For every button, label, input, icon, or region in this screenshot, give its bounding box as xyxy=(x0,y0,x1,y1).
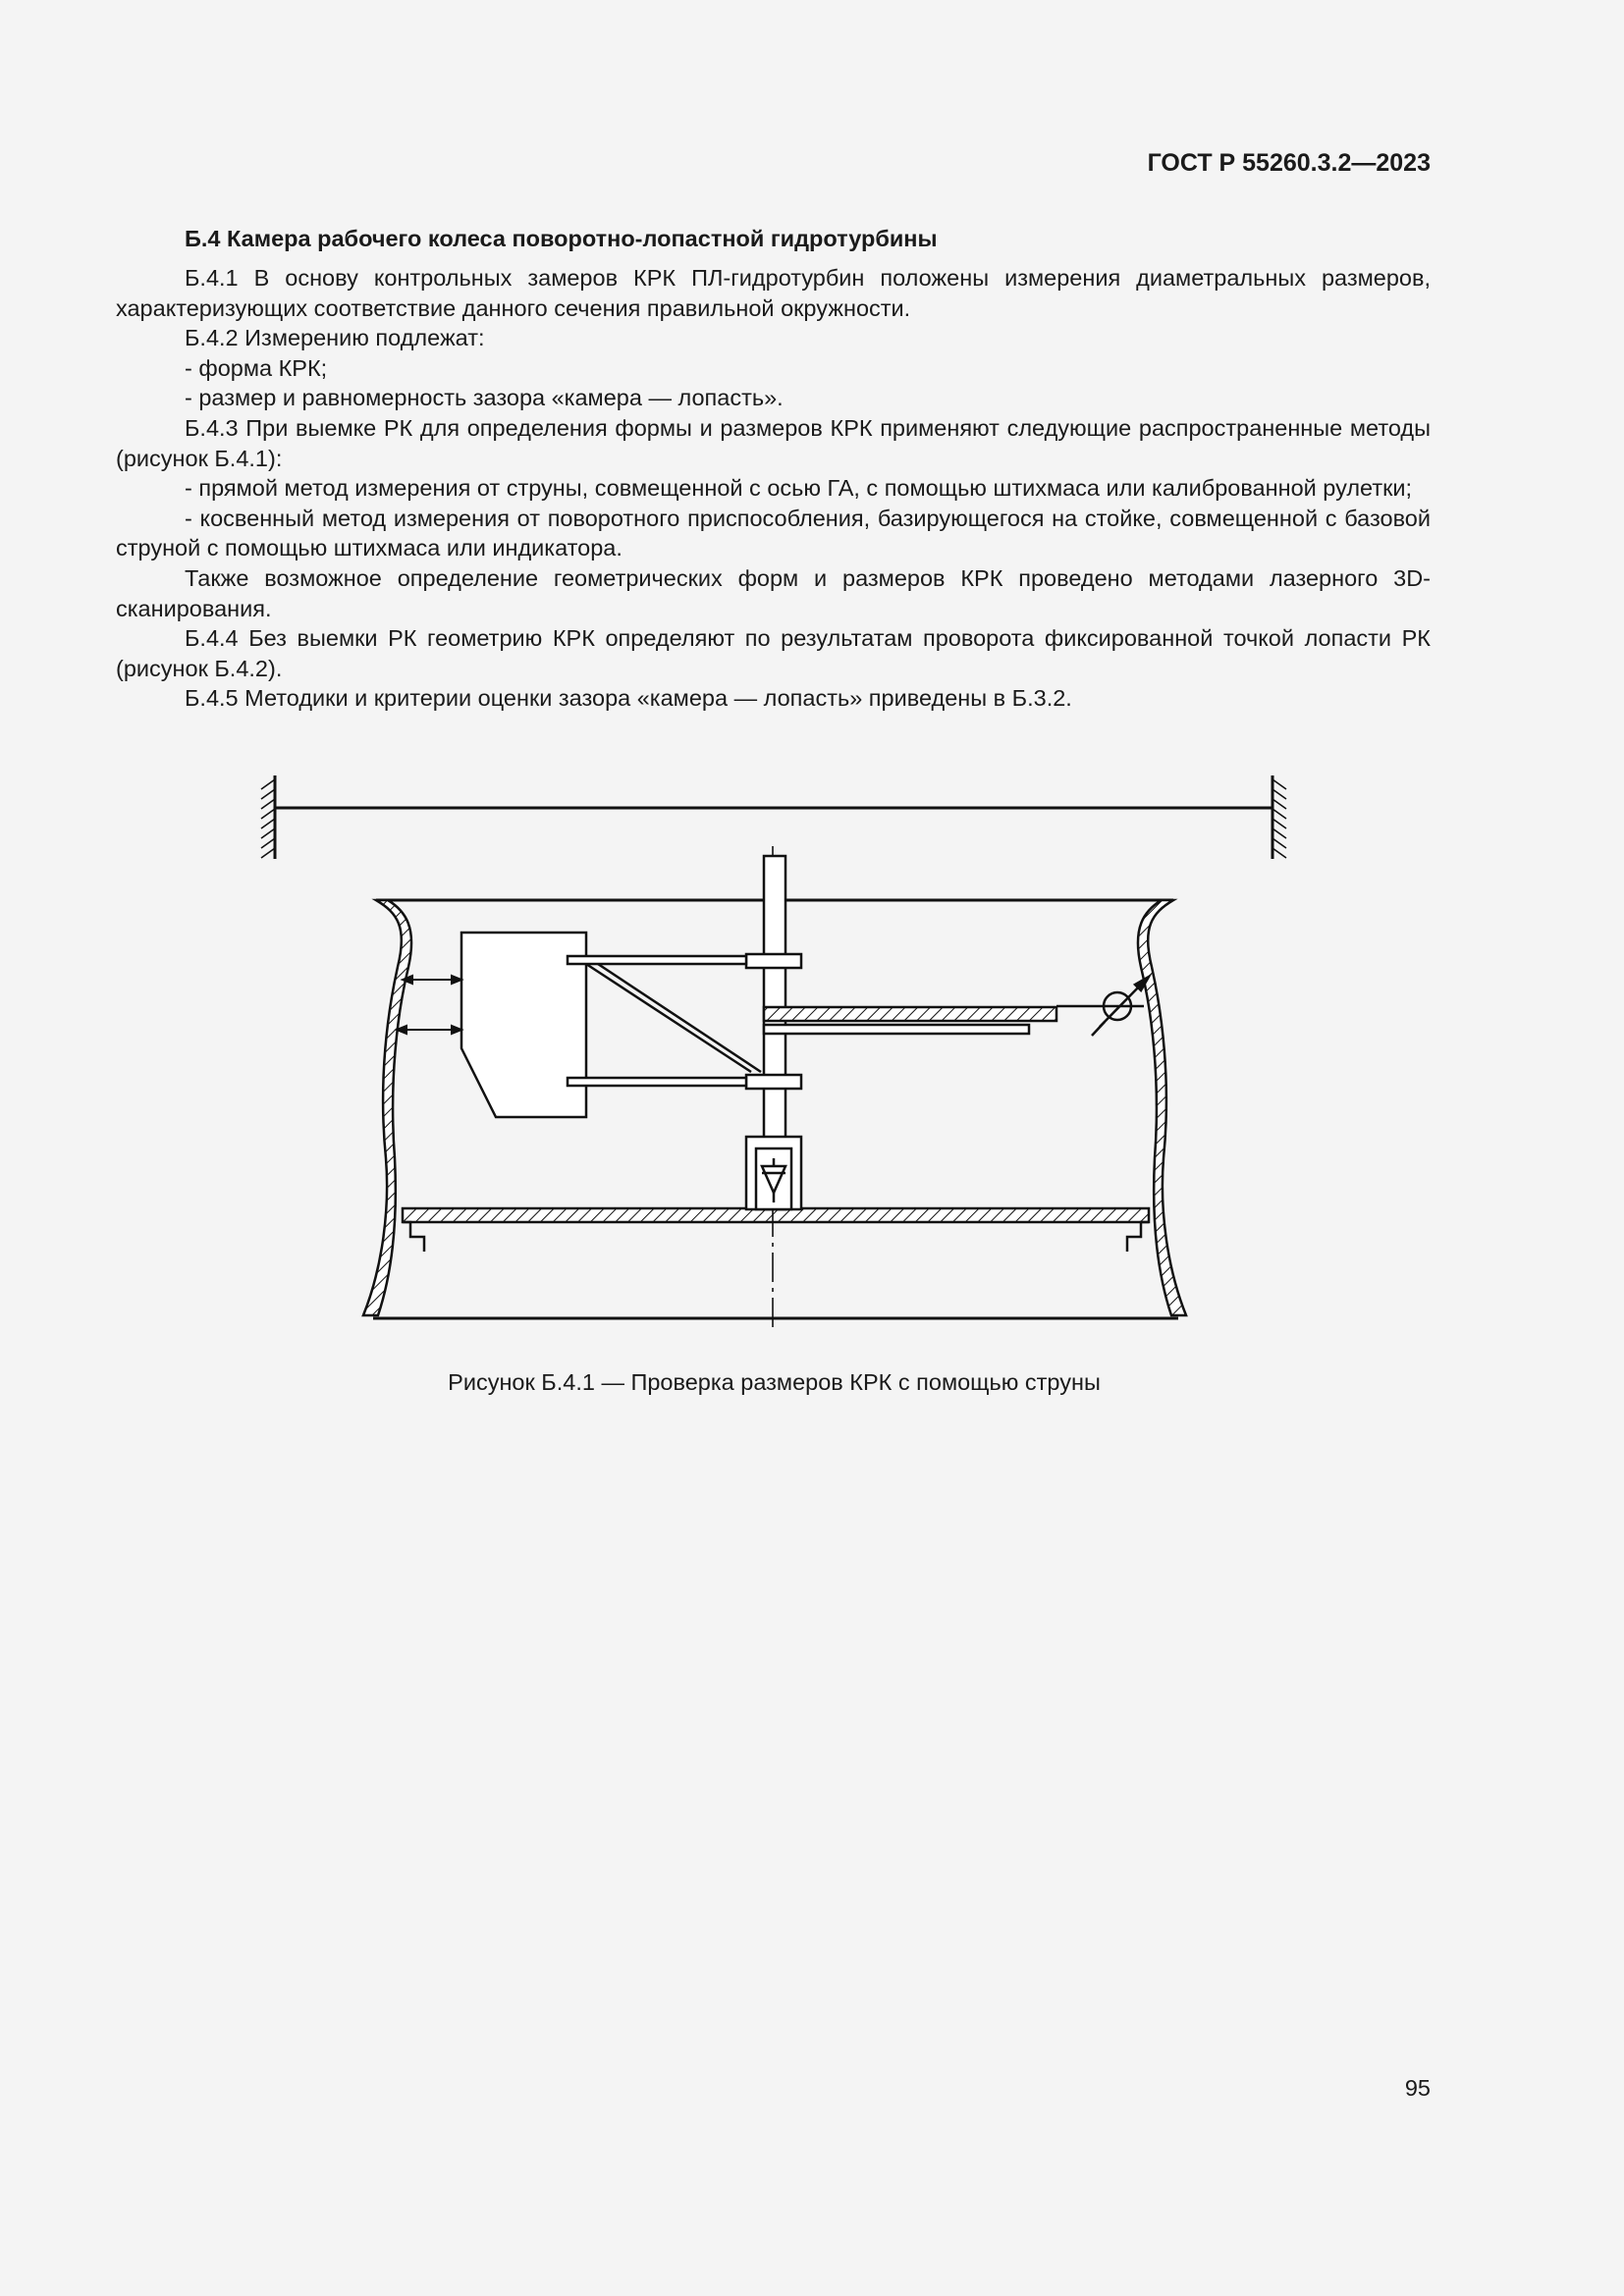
lower-clamp xyxy=(746,1075,801,1089)
measuring-bar-lower-rail xyxy=(764,1025,1029,1034)
paragraph: Б.4.2 Измерению подлежат: xyxy=(185,325,485,351)
upper-clamp xyxy=(746,954,801,968)
measuring-bar xyxy=(764,1007,1056,1021)
base-string xyxy=(261,775,1286,859)
paragraph: Также возможное определение геометрических форм и размеров КРК проведено методами лазерного 3D-сканирования. xyxy=(116,564,1431,621)
paragraph: Б.4.3 При выемке РК для определения формы и размеров КРК применяют следующие распространенные методы (рисунок Б.4.1): xyxy=(116,414,1431,471)
section-title: Б.4 Камера рабочего колеса поворотно-лопастной гидротурбины xyxy=(185,226,938,251)
template-arms xyxy=(568,956,761,1086)
paragraph: Б.4.4 Без выемки РК геометрию КРК определяют по результатам проворота фиксированной точкой лопасти РК (рисунок Б.4.2). xyxy=(116,625,1431,681)
list-item: - форма КРК; xyxy=(185,354,328,381)
gap-arrows xyxy=(397,976,461,1034)
floor-steps xyxy=(403,1222,1149,1252)
list-item: - косвенный метод измерения от поворотного приспособления, базирующегося на стойке, совмещенной с базовой струной с помощью штихмаса или индикатора. xyxy=(116,505,1431,561)
list-item: - размер и равномерность зазора «камера — лопасть». xyxy=(185,385,784,411)
chamber-left-wall xyxy=(363,900,411,1315)
document-header: ГОСТ Р 55260.3.2—2023 xyxy=(1147,149,1431,177)
paragraph: Б.4.5 Методики и критерии оценки зазора «камера — лопасть» приведены в Б.3.2. xyxy=(185,685,1072,712)
figure-caption: Рисунок Б.4.1 — Проверка размеров КРК с помощью струны xyxy=(448,1369,1101,1395)
list-item: - прямой метод измерения от струны, совмещенной с осью ГА, с помощью штихмаса или калиброванной рулетки; xyxy=(185,475,1413,502)
page-number: 95 xyxy=(1404,2075,1431,2101)
chamber-right-wall xyxy=(1138,900,1186,1315)
paragraph: Б.4.1 В основу контрольных замеров КРК ПЛ-гидротурбин положены измерения диаметральных размеров, характеризующих соответствие данного сечения правильной окружности. xyxy=(116,265,1431,321)
figure-string-measurement-diagram xyxy=(250,766,1291,1335)
body-text xyxy=(116,263,1431,714)
